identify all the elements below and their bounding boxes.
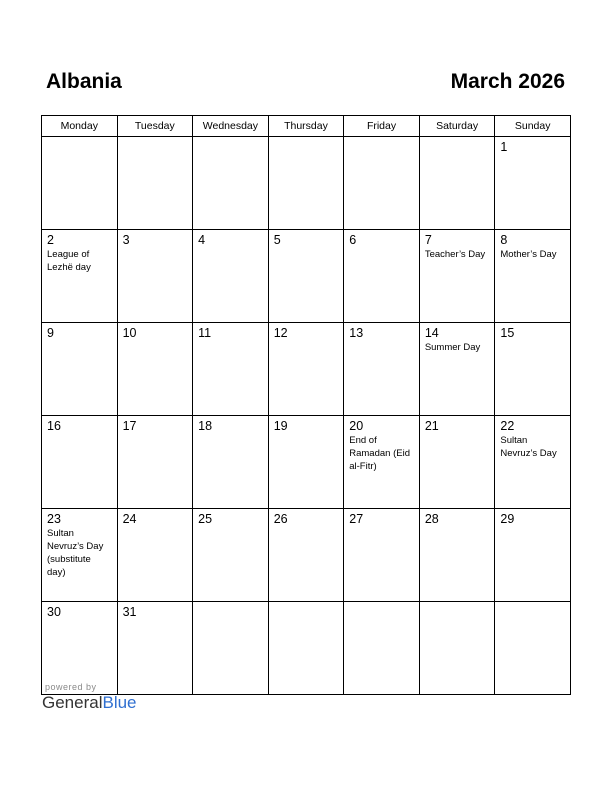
weekday-header: Wednesday <box>193 116 269 137</box>
brand-blue-text: Blue <box>102 693 137 712</box>
country-title: Albania <box>46 70 122 93</box>
weekday-header: Monday <box>42 116 118 137</box>
day-cell <box>419 230 495 323</box>
holiday-label: End of Ramadan (Eid al-Fitr) <box>349 435 410 472</box>
brand-general-text: General <box>42 693 103 712</box>
day-cell <box>117 416 193 509</box>
week-row <box>42 137 571 230</box>
calendar-grid <box>41 115 571 695</box>
day-cell <box>193 509 269 602</box>
day-number: 8 <box>500 233 508 247</box>
holiday-label: Summer Day <box>424 342 481 353</box>
day-cell <box>268 137 344 230</box>
day-cell <box>419 509 495 602</box>
day-number: 19 <box>273 419 288 433</box>
day-cell <box>193 230 269 323</box>
day-cell <box>495 230 571 323</box>
day-number: 31 <box>122 605 137 619</box>
day-number: 28 <box>424 512 439 526</box>
day-number: 16 <box>47 419 61 433</box>
day-cell <box>344 509 420 602</box>
day-number: 3 <box>122 233 130 247</box>
day-cell <box>193 323 269 416</box>
day-cell <box>42 416 118 509</box>
day-number: 24 <box>122 512 137 526</box>
weekday-header: Friday <box>344 116 420 137</box>
day-cell <box>193 602 269 695</box>
holiday-label: Mother’s Day <box>500 249 557 260</box>
day-number: 25 <box>198 512 213 526</box>
day-number: 29 <box>500 512 515 526</box>
day-cell <box>419 323 495 416</box>
day-number: 26 <box>273 512 288 526</box>
day-number: 20 <box>349 419 364 433</box>
day-number: 1 <box>500 140 508 154</box>
week-row <box>42 416 571 509</box>
generalblue-logo[interactable] <box>42 693 137 713</box>
day-number: 17 <box>122 419 137 433</box>
day-number: 6 <box>349 233 357 247</box>
day-cell <box>117 230 193 323</box>
day-cell <box>193 416 269 509</box>
day-number: 9 <box>47 326 54 340</box>
day-cell <box>344 323 420 416</box>
day-number: 22 <box>500 419 515 433</box>
day-cell <box>42 323 118 416</box>
day-number: 10 <box>122 326 137 340</box>
day-cell <box>495 509 571 602</box>
weekday-header-row <box>42 116 571 137</box>
weekday-header: Thursday <box>268 116 344 137</box>
day-cell <box>42 509 118 602</box>
day-number: 4 <box>198 233 206 247</box>
day-cell <box>419 416 495 509</box>
day-number: 5 <box>273 233 281 247</box>
week-row <box>42 509 571 602</box>
day-cell <box>344 416 420 509</box>
day-cell <box>117 323 193 416</box>
holiday-label: League of Lezhë day <box>47 249 91 273</box>
week-row <box>42 602 571 695</box>
week-row <box>42 323 571 416</box>
day-number: 15 <box>500 326 515 340</box>
day-cell <box>42 137 118 230</box>
day-cell <box>419 602 495 695</box>
day-cell <box>344 602 420 695</box>
day-number: 14 <box>424 326 439 340</box>
month-year-title: March 2026 <box>450 70 565 93</box>
day-cell <box>117 602 193 695</box>
day-cell <box>419 137 495 230</box>
day-cell <box>495 602 571 695</box>
day-cell <box>117 509 193 602</box>
day-cell <box>117 137 193 230</box>
day-number: 11 <box>198 326 212 340</box>
day-cell <box>268 323 344 416</box>
weekday-header: Tuesday <box>117 116 193 137</box>
holiday-label: Sultan Nevruz’s Day <box>500 435 557 459</box>
day-cell <box>42 230 118 323</box>
day-number: 13 <box>349 326 364 340</box>
day-cell <box>268 416 344 509</box>
day-number: 21 <box>424 419 439 433</box>
day-number: 18 <box>198 419 213 433</box>
day-cell <box>344 230 420 323</box>
day-cell <box>268 509 344 602</box>
day-cell <box>42 602 118 695</box>
holiday-label: Teacher’s Day <box>424 249 486 260</box>
day-cell <box>344 137 420 230</box>
day-number: 7 <box>424 233 432 247</box>
day-number: 23 <box>47 512 61 526</box>
day-number: 12 <box>273 326 288 340</box>
day-number: 2 <box>47 233 54 247</box>
day-cell <box>268 602 344 695</box>
day-cell <box>193 137 269 230</box>
day-cell <box>495 323 571 416</box>
day-cell <box>495 416 571 509</box>
powered-by-text: powered by <box>45 682 97 692</box>
day-cell <box>268 230 344 323</box>
week-row <box>42 230 571 323</box>
holiday-label: Sultan Nevruz’s Day (substitute day) <box>47 528 104 578</box>
day-cell <box>495 137 571 230</box>
weekday-header: Saturday <box>419 116 495 137</box>
weekday-header: Sunday <box>495 116 571 137</box>
day-number: 30 <box>47 605 61 619</box>
day-number: 27 <box>349 512 364 526</box>
